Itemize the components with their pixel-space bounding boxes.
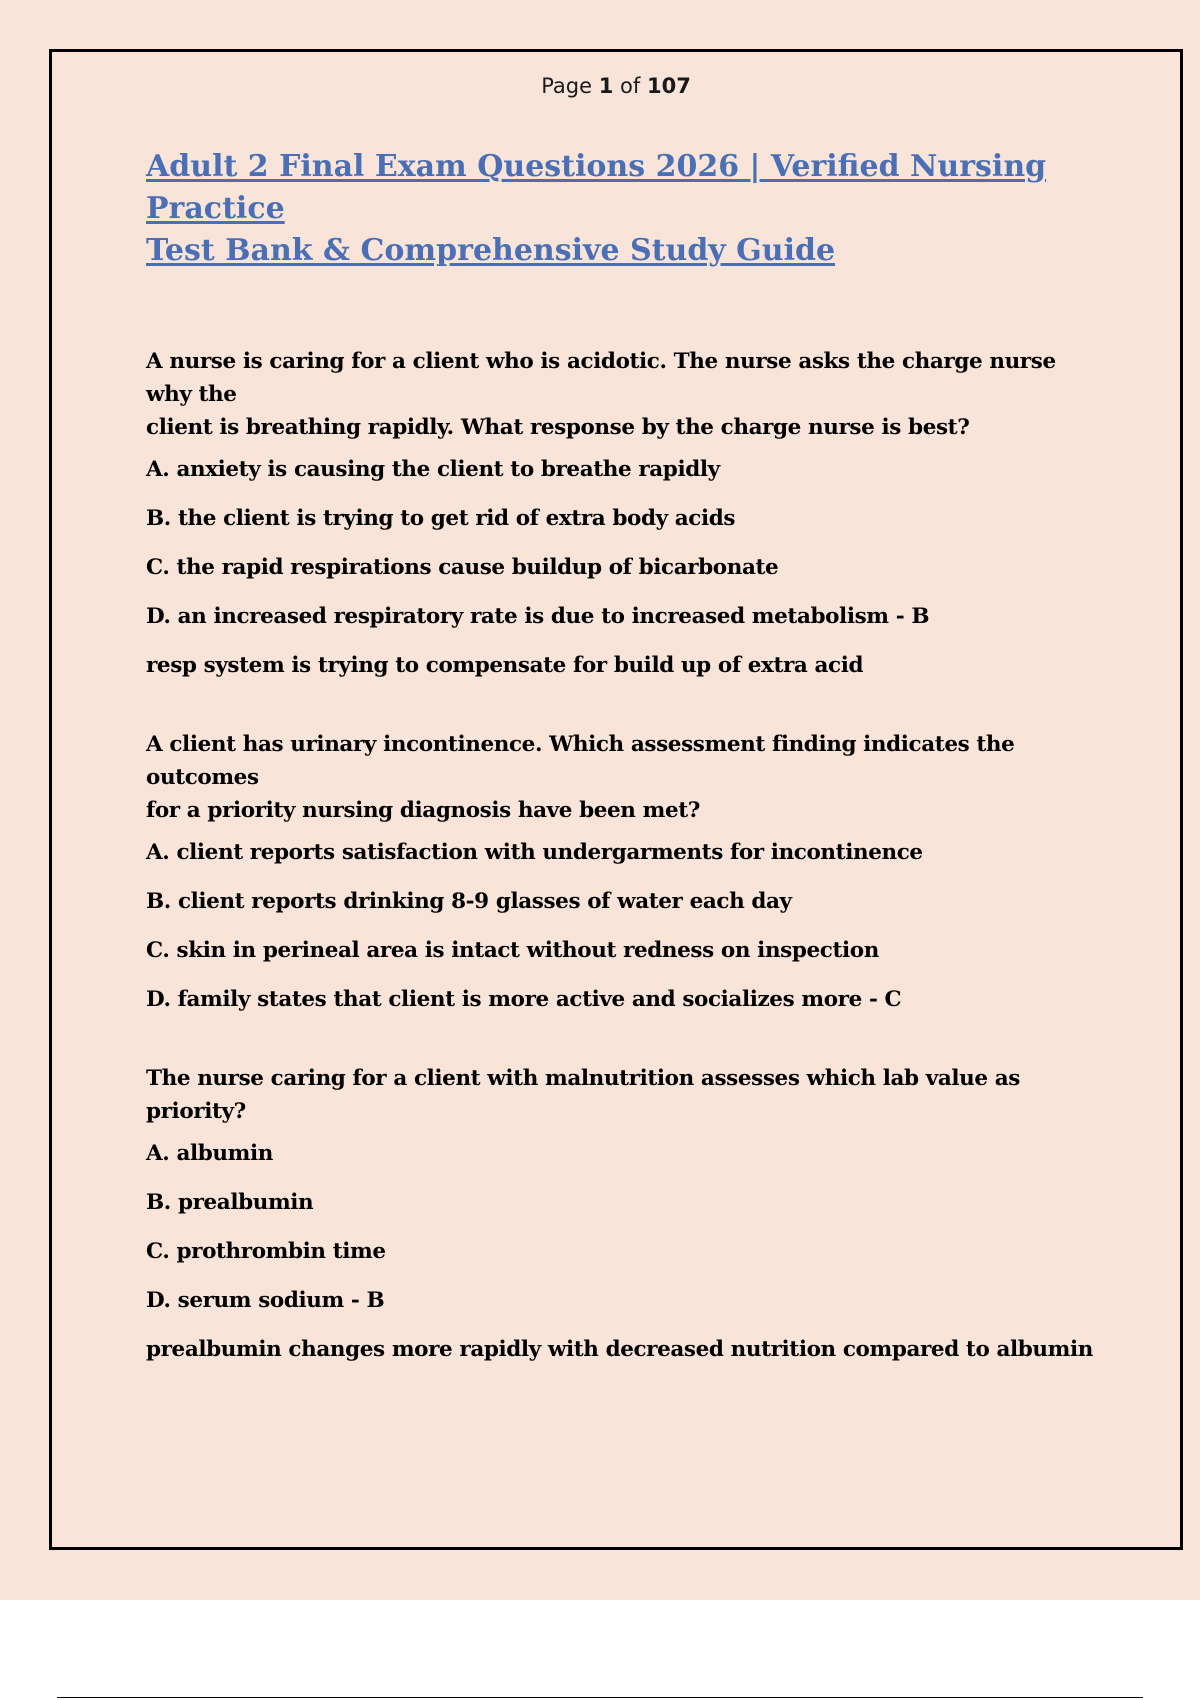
stem-line-2: for a priority nursing diagnosis have been met?	[146, 798, 700, 823]
page-label: Page	[541, 74, 593, 98]
stem-line-1: The nurse caring for a client with malnutrition assesses which lab value as priority?	[146, 1066, 1020, 1124]
option-d: D. an increased respiratory rate is due to increased metabolism - B	[146, 604, 930, 629]
option-d: D. family states that client is more active and socializes more - C	[146, 987, 902, 1012]
stem-line-1: A client has urinary incontinence. Which assessment finding indicates the outcomes	[146, 732, 1015, 790]
question-3	[146, 1062, 1096, 1364]
page-of-label: of	[620, 74, 641, 98]
stem-line-1: A nurse is caring for a client who is acidotic. The nurse asks the charge nurse why the	[146, 349, 1056, 407]
page-total: 107	[646, 74, 691, 98]
question-stem	[146, 345, 1096, 444]
question-1	[146, 345, 1096, 680]
stem-line-2: client is breathing rapidly. What response by the charge nurse is best?	[146, 415, 970, 440]
page-current: 1	[598, 74, 614, 98]
rationale-note: resp system is trying to compensate for build up of extra acid	[146, 653, 864, 678]
page-number	[0, 74, 1200, 98]
question-list	[146, 345, 1096, 1385]
question-stem	[146, 728, 1096, 827]
question-2	[146, 728, 1096, 1014]
footer-divider	[57, 1697, 1143, 1698]
option-b: B. the client is trying to get rid of extra body acids	[146, 506, 736, 531]
option-a: A. anxiety is causing the client to breathe rapidly	[146, 457, 720, 482]
title-line-2: Test Bank & Comprehensive Study Guide	[146, 233, 836, 268]
option-c: C. prothrombin time	[146, 1239, 386, 1264]
option-b: B. prealbumin	[146, 1190, 314, 1215]
question-stem	[146, 1062, 1096, 1128]
option-b: B. client reports drinking 8-9 glasses of water each day	[146, 889, 792, 914]
option-a: A. client reports satisfaction with undergarments for incontinence	[146, 840, 923, 865]
option-c: C. the rapid respirations cause buildup of bicarbonate	[146, 555, 779, 580]
option-a: A. albumin	[146, 1141, 273, 1166]
option-d: D. serum sodium - B	[146, 1288, 385, 1313]
document-title	[146, 146, 1096, 272]
option-c: C. skin in perineal area is intact without redness on inspection	[146, 938, 879, 963]
title-line-1: Adult 2 Final Exam Questions 2026 | Verified Nursing Practice	[146, 149, 1047, 226]
rationale-note: prealbumin changes more rapidly with decreased nutrition compared to albumin	[146, 1337, 1093, 1362]
